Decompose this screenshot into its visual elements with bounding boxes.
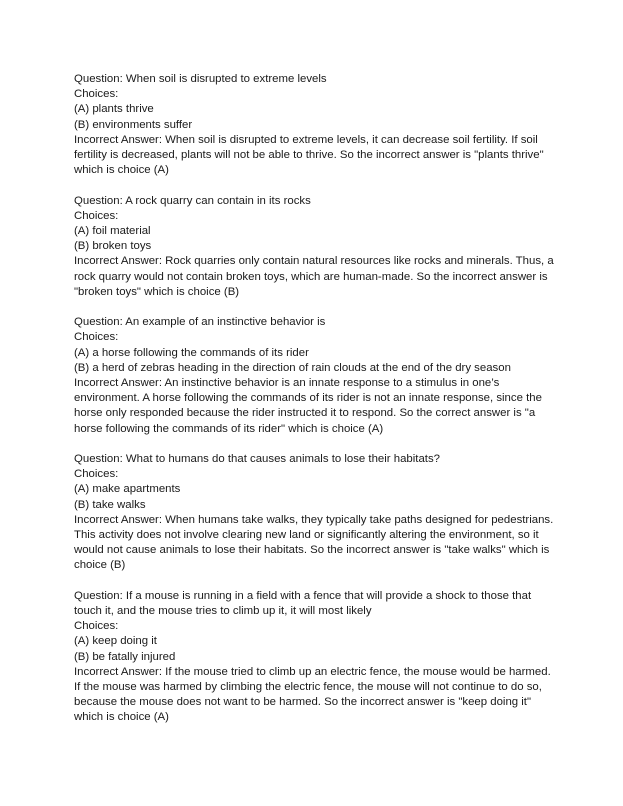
question-block bbox=[74, 589, 554, 726]
question-block bbox=[74, 194, 554, 300]
answer-explanation: Incorrect Answer: When humans take walks, they typically take paths designed for pedestrians. This activity does not involve clearing new land or significantly altering the environment, so it would not cause animals to lose their habitats. So the incorrect answer is "take walks" which is choice (B) bbox=[74, 513, 554, 572]
choice-a: (A) plants thrive bbox=[74, 103, 154, 116]
question-block bbox=[74, 315, 554, 437]
question-text: Question: An example of an instinctive behavior is bbox=[74, 316, 326, 329]
question-block bbox=[74, 72, 554, 178]
choices-label: Choices: bbox=[74, 620, 119, 633]
question-block bbox=[74, 452, 554, 574]
choices-label: Choices: bbox=[74, 468, 119, 481]
choices-label: Choices: bbox=[74, 209, 119, 222]
question-text: Question: If a mouse is running in a field with a fence that will provide a shock to those that touch it, and the mouse tries to climb up it, it will most likely bbox=[74, 589, 532, 618]
choices-label: Choices: bbox=[74, 331, 119, 344]
choice-a: (A) keep doing it bbox=[74, 635, 157, 648]
answer-explanation: Incorrect Answer: If the mouse tried to climb up an electric fence, the mouse would be harmed. If the mouse was harmed by climbing the electric fence, the mouse will not continue to do so, because the mouse does not want to be harmed. So the incorrect answer is "keep doing it" which is choice (A) bbox=[74, 665, 551, 724]
choice-b: (B) a herd of zebras heading in the direction of rain clouds at the end of the dry season bbox=[74, 361, 511, 374]
question-text: Question: A rock quarry can contain in its rocks bbox=[74, 194, 311, 207]
choice-b: (B) environments suffer bbox=[74, 118, 193, 131]
choice-b: (B) be fatally injured bbox=[74, 650, 176, 663]
answer-explanation: Incorrect Answer: Rock quarries only contain natural resources like rocks and minerals. Thus, a rock quarry would not contain broken toys, which are human-made. So the incorrect answer is "broken toys" which is choice (B) bbox=[74, 255, 554, 298]
answer-explanation: Incorrect Answer: An instinctive behavior is an innate response to a stimulus in one’s environment. A horse following the commands of its rider is not an innate response, since the horse only responded because the rider instructed it to respond. So the correct answer is "a horse following the commands of its rider" which is choice (A) bbox=[74, 377, 542, 435]
choice-b: (B) take walks bbox=[74, 498, 146, 511]
choice-a: (A) make apartments bbox=[74, 483, 181, 496]
answer-explanation: Incorrect Answer: When soil is disrupted to extreme levels, it can decrease soil fertility. If soil fertility is decreased, plants will not be able to thrive. So the incorrect answer is "plants thrive" which is choice (A) bbox=[74, 133, 544, 177]
document-page bbox=[74, 72, 554, 741]
choices-label: Choices: bbox=[74, 88, 119, 101]
question-text: Question: What to humans do that causes animals to lose their habitats? bbox=[74, 453, 440, 466]
question-text: Question: When soil is disrupted to extreme levels bbox=[74, 73, 327, 85]
choice-b: (B) broken toys bbox=[74, 240, 152, 253]
choice-a: (A) a horse following the commands of its rider bbox=[74, 346, 309, 359]
choice-a: (A) foil material bbox=[74, 225, 151, 238]
